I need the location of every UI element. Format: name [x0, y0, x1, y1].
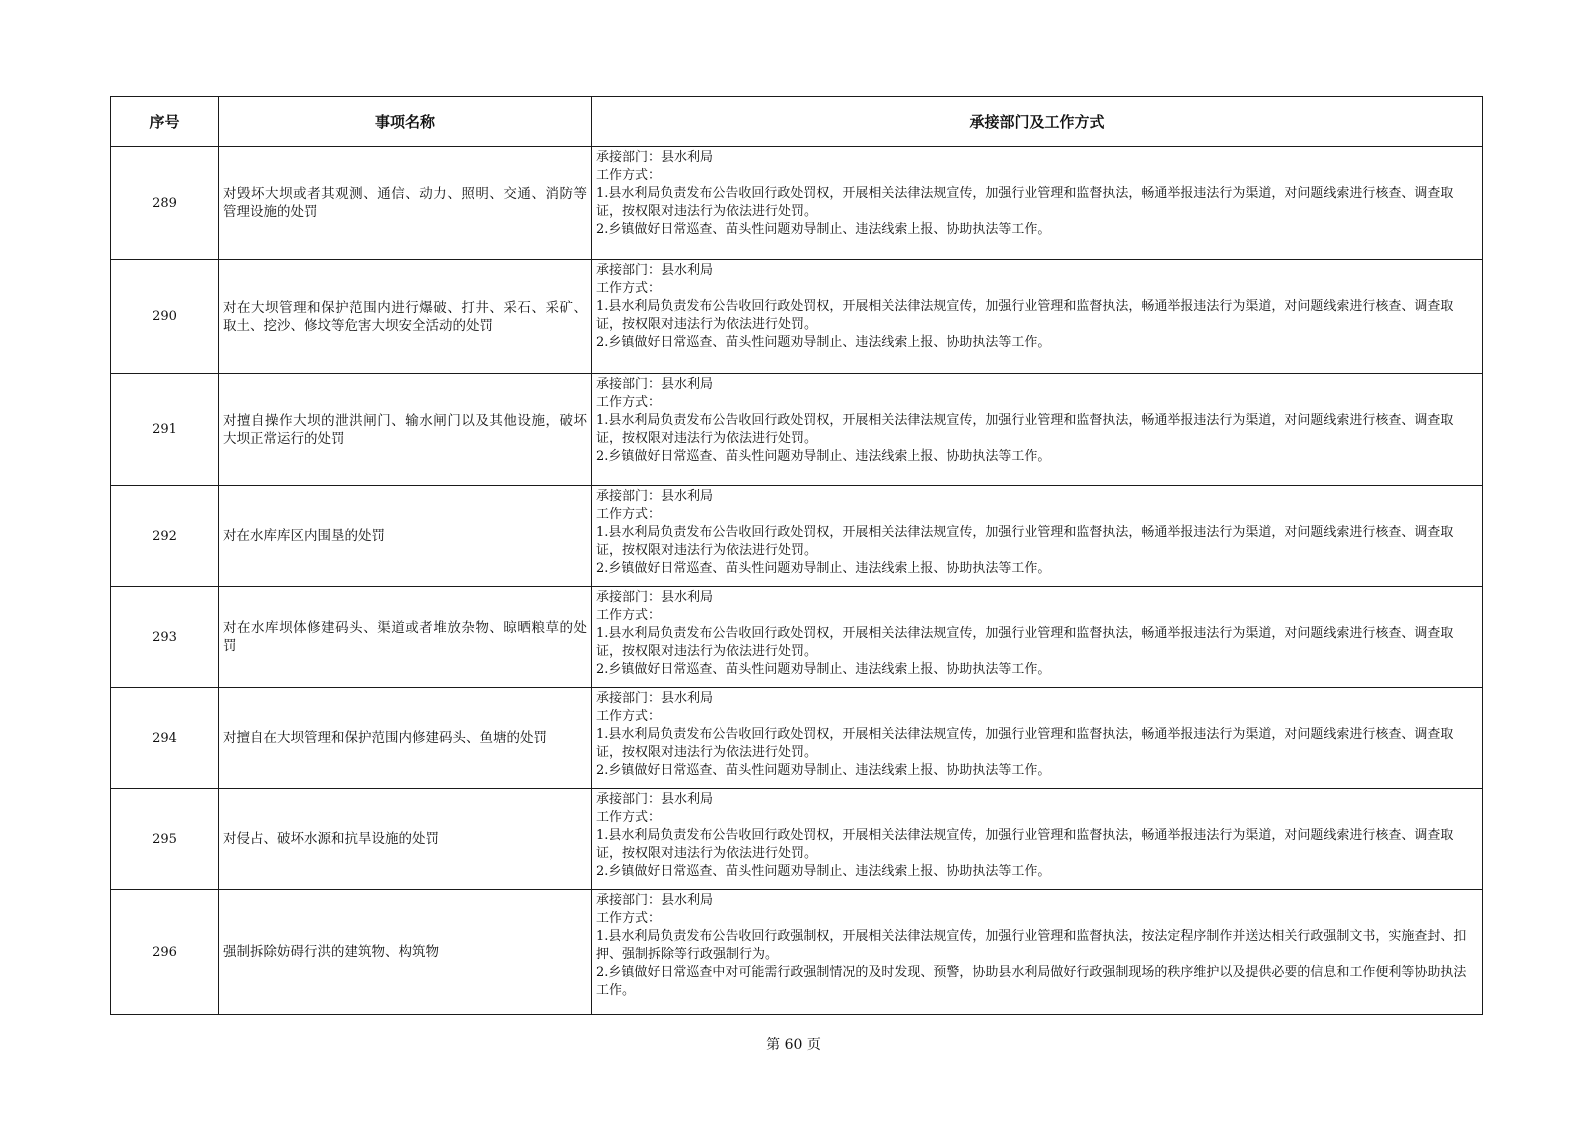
- items-table: [110, 96, 1483, 1015]
- item-name: 对毁坏大坝或者其观测、通信、动力、照明、交通、消防等管理设施的处罚: [219, 147, 592, 260]
- item-name: 对擅自在大坝管理和保护范围内修建码头、鱼塘的处罚: [219, 688, 592, 789]
- department-method: [592, 147, 1483, 260]
- table-row: [111, 374, 1483, 486]
- method-line: 1.县水利局负责发布公告收回行政处罚权，开展相关法律法规宣传，加强行业管理和监督执法，畅通举报违法行为渠道，对问题线索进行核查、调查取证，按权限对违法行为依法进行处罚。: [596, 413, 1454, 446]
- table-row: [111, 789, 1483, 890]
- method-line: 2.乡镇做好日常巡查、苗头性问题劝导制止、违法线索上报、协助执法等工作。: [596, 561, 1051, 576]
- row-number: 296: [111, 890, 219, 1015]
- row-number: 294: [111, 688, 219, 789]
- method-line: 承接部门：县水利局: [596, 377, 714, 392]
- item-name: 对在大坝管理和保护范围内进行爆破、打井、采石、采矿、取土、挖沙、修坟等危害大坝安全活动的处罚: [219, 260, 592, 374]
- method-line: 1.县水利局负责发布公告收回行政处罚权，开展相关法律法规宣传，加强行业管理和监督执法，畅通举报违法行为渠道，对问题线索进行核查、调查取证，按权限对违法行为依法进行处罚。: [596, 828, 1454, 861]
- table-body: [111, 147, 1483, 1015]
- table-row: [111, 486, 1483, 587]
- method-line: 承接部门：县水利局: [596, 792, 714, 807]
- method-line: 2.乡镇做好日常巡查、苗头性问题劝导制止、违法线索上报、协助执法等工作。: [596, 449, 1051, 464]
- row-number: 293: [111, 587, 219, 688]
- header-name: 事项名称: [219, 97, 592, 147]
- method-line: 承接部门：县水利局: [596, 489, 714, 504]
- method-line: 2.乡镇做好日常巡查中对可能需行政强制情况的及时发现、预警，协助县水利局做好行政强制现场的秩序维护以及提供必要的信息和工作便利等协助执法工作。: [596, 965, 1467, 998]
- method-line: 工作方式：: [596, 810, 662, 825]
- method-line: 承接部门：县水利局: [596, 590, 714, 605]
- method-line: 工作方式：: [596, 168, 662, 183]
- method-line: 2.乡镇做好日常巡查、苗头性问题劝导制止、违法线索上报、协助执法等工作。: [596, 662, 1051, 677]
- department-method: [592, 374, 1483, 486]
- header-row: [111, 97, 1483, 147]
- table-row: [111, 147, 1483, 260]
- item-name: 对在水库库区内围垦的处罚: [219, 486, 592, 587]
- item-name: 对擅自操作大坝的泄洪闸门、输水闸门以及其他设施，破坏大坝正常运行的处罚: [219, 374, 592, 486]
- method-line: 1.县水利局负责发布公告收回行政处罚权，开展相关法律法规宣传，加强行业管理和监督执法，畅通举报违法行为渠道，对问题线索进行核查、调查取证，按权限对违法行为依法进行处罚。: [596, 299, 1454, 332]
- method-line: 2.乡镇做好日常巡查、苗头性问题劝导制止、违法线索上报、协助执法等工作。: [596, 763, 1051, 778]
- method-line: 承接部门：县水利局: [596, 263, 714, 278]
- method-line: 1.县水利局负责发布公告收回行政处罚权，开展相关法律法规宣传，加强行业管理和监督执法，畅通举报违法行为渠道，对问题线索进行核查、调查取证，按权限对违法行为依法进行处罚。: [596, 186, 1454, 219]
- method-line: 1.县水利局负责发布公告收回行政处罚权，开展相关法律法规宣传，加强行业管理和监督执法，畅通举报违法行为渠道，对问题线索进行核查、调查取证，按权限对违法行为依法进行处罚。: [596, 626, 1454, 659]
- method-line: 1.县水利局负责发布公告收回行政强制权，开展相关法律法规宣传，加强行业管理和监督执法，按法定程序制作并送达相关行政强制文书，实施查封、扣押、强制拆除等行政强制行为。: [596, 929, 1467, 962]
- item-name: 对侵占、破坏水源和抗旱设施的处罚: [219, 789, 592, 890]
- method-line: 承接部门：县水利局: [596, 691, 714, 706]
- method-line: 1.县水利局负责发布公告收回行政处罚权，开展相关法律法规宣传，加强行业管理和监督执法，畅通举报违法行为渠道，对问题线索进行核查、调查取证，按权限对违法行为依法进行处罚。: [596, 727, 1454, 760]
- row-number: 291: [111, 374, 219, 486]
- method-line: 2.乡镇做好日常巡查、苗头性问题劝导制止、违法线索上报、协助执法等工作。: [596, 222, 1051, 237]
- row-number: 292: [111, 486, 219, 587]
- department-method: [592, 789, 1483, 890]
- method-line: 工作方式：: [596, 709, 662, 724]
- method-line: 工作方式：: [596, 395, 662, 410]
- page-number: 第 60 页: [766, 1037, 821, 1053]
- method-line: 承接部门：县水利局: [596, 893, 714, 908]
- item-name: 对在水库坝体修建码头、渠道或者堆放杂物、晾晒粮草的处罚: [219, 587, 592, 688]
- header-no: 序号: [111, 97, 219, 147]
- table-row: [111, 587, 1483, 688]
- department-method: [592, 486, 1483, 587]
- row-number: 290: [111, 260, 219, 374]
- method-line: 2.乡镇做好日常巡查、苗头性问题劝导制止、违法线索上报、协助执法等工作。: [596, 864, 1051, 879]
- department-method: [592, 688, 1483, 789]
- method-line: 1.县水利局负责发布公告收回行政处罚权，开展相关法律法规宣传，加强行业管理和监督执法，畅通举报违法行为渠道，对问题线索进行核查、调查取证，按权限对违法行为依法进行处罚。: [596, 525, 1454, 558]
- item-name: 强制拆除妨碍行洪的建筑物、构筑物: [219, 890, 592, 1015]
- method-line: 工作方式：: [596, 911, 662, 926]
- department-method: [592, 587, 1483, 688]
- header-method: 承接部门及工作方式: [592, 97, 1483, 147]
- row-number: 295: [111, 789, 219, 890]
- row-number: 289: [111, 147, 219, 260]
- method-line: 工作方式：: [596, 608, 662, 623]
- table-row: [111, 890, 1483, 1015]
- table-row: [111, 260, 1483, 374]
- method-line: 工作方式：: [596, 281, 662, 296]
- method-line: 2.乡镇做好日常巡查、苗头性问题劝导制止、违法线索上报、协助执法等工作。: [596, 335, 1051, 350]
- department-method: [592, 260, 1483, 374]
- table-row: [111, 688, 1483, 789]
- method-line: 承接部门：县水利局: [596, 150, 714, 165]
- department-method: [592, 890, 1483, 1015]
- method-line: 工作方式：: [596, 507, 662, 522]
